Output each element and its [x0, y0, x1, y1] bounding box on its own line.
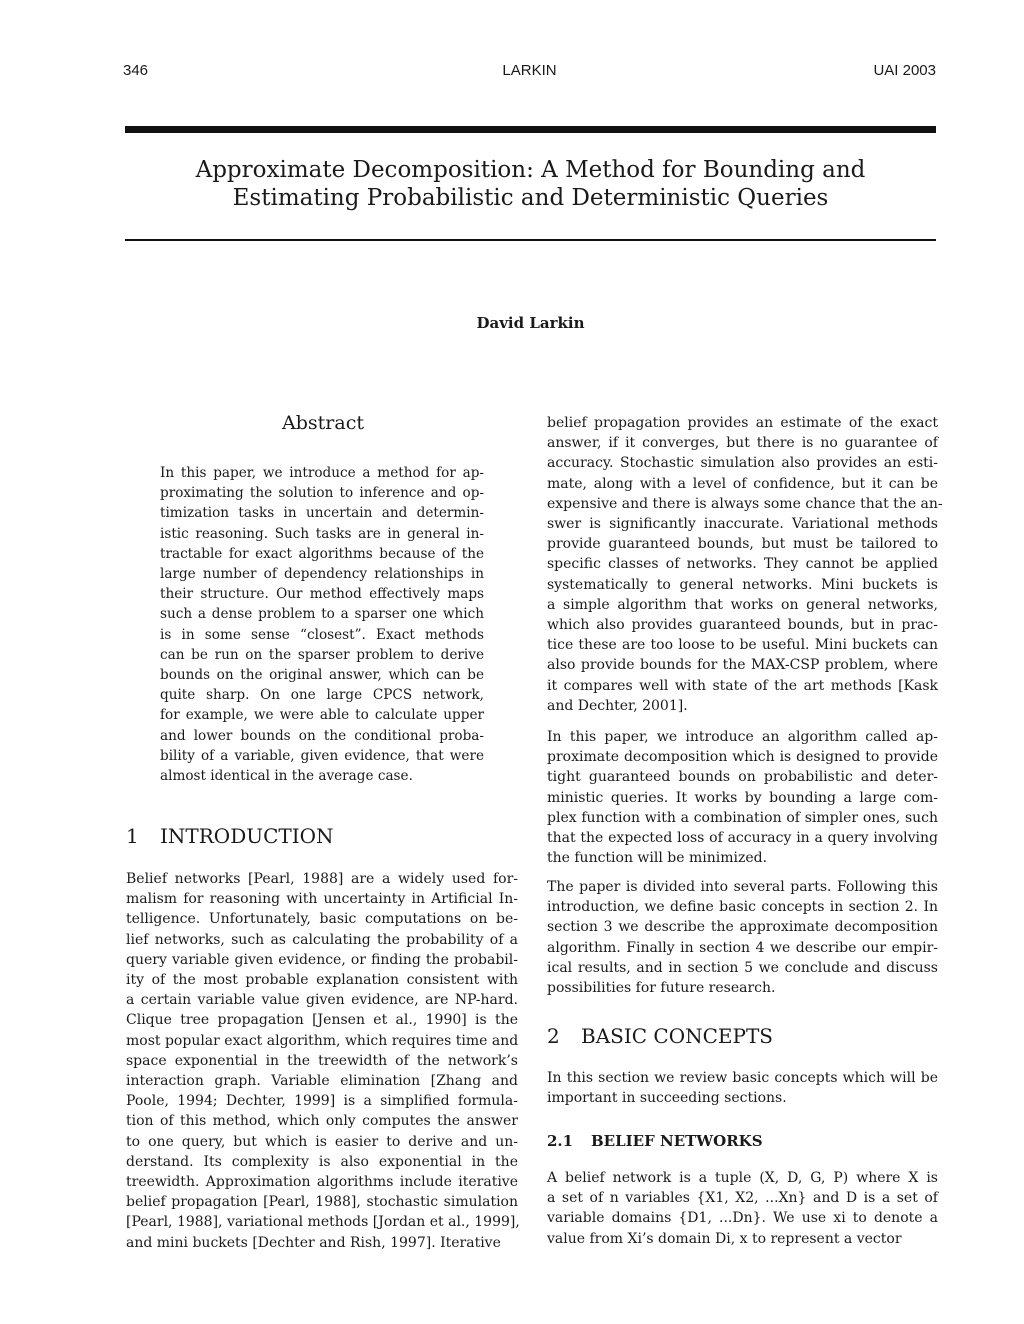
- text-line: almost identical in the average case.: [160, 768, 413, 785]
- text-line: large number of dependency relationships in: [160, 566, 484, 583]
- text-line: lief networks, such as calculating the probability of a: [126, 931, 518, 948]
- subsection-2-1-heading: [547, 1132, 763, 1150]
- subsection-2-1-title: BELIEF NETWORKS: [591, 1132, 763, 1150]
- text-line: Poole, 1994; Dechter, 1999] is a simplified formula-: [126, 1093, 518, 1110]
- right-para-3: [547, 877, 938, 998]
- page-number: 346: [123, 62, 149, 79]
- text-line: it compares well with state of the art methods [Kask: [547, 677, 938, 694]
- title-bottom-rule: [125, 239, 936, 241]
- text-line: also provide bounds for the MAX-CSP problem, where: [547, 657, 938, 674]
- text-line: [Pearl, 1988], variational methods [Jordan et al., 1999],: [126, 1214, 520, 1231]
- text-line: a simple algorithm that works on general networks,: [547, 596, 938, 613]
- text-line: that the expected loss of accuracy in a query involving: [547, 830, 938, 847]
- text-line: A belief network is a tuple (X, D, G, P) where X is: [547, 1170, 938, 1186]
- text-line: In this section we review basic concepts which will be: [547, 1070, 938, 1086]
- paper-title: [125, 156, 936, 212]
- text-line: variable domains {D1, ...Dn}. We use xi to denote a: [547, 1210, 938, 1227]
- venue: UAI 2003: [873, 62, 936, 79]
- title-line-2: Estimating Probabilistic and Deterministic Queries: [232, 185, 829, 211]
- abstract-body: [160, 463, 484, 786]
- text-line: Belief networks [Pearl, 1988] are a widely used for-: [126, 871, 518, 887]
- text-line: quite sharp. On one large CPCS network,: [160, 687, 484, 704]
- text-line: their structure. Our method effectively maps: [160, 586, 484, 603]
- section-1-title: INTRODUCTION: [160, 824, 334, 848]
- text-line: tight guaranteed bounds on probabilistic and deter-: [547, 769, 938, 786]
- text-line: systematically to general networks. Mini buckets is: [547, 576, 938, 593]
- text-line: is in some sense “closest”. Exact methods: [160, 626, 484, 643]
- text-line: can be run on the sparser problem to derive: [160, 646, 484, 663]
- author-name: David Larkin: [476, 314, 585, 332]
- text-line: timization tasks in uncertain and determin-: [160, 505, 484, 522]
- section-2-number: 2: [547, 1024, 560, 1048]
- section-2-heading: [547, 1024, 773, 1048]
- section-1-heading: [126, 824, 334, 848]
- text-line: proximating the solution to inference and op-: [160, 485, 484, 502]
- text-line: the function will be minimized.: [547, 850, 768, 867]
- text-line: swer is significantly inaccurate. Variational methods: [547, 516, 938, 533]
- subsection-2-1-number: 2.1: [547, 1132, 574, 1150]
- section-1-number: 1: [126, 824, 139, 848]
- text-line: for example, we were able to calculate upper: [160, 707, 484, 724]
- text-line: ical results, and in section 5 we conclude and discuss: [547, 959, 938, 976]
- text-line: bility of a variable, given evidence, that were: [160, 747, 484, 764]
- text-line: ministic queries. It works by bounding a large com-: [547, 789, 938, 806]
- text-line: introduction, we define basic concepts in section 2. In: [547, 899, 938, 916]
- text-line: belief propagation [Pearl, 1988], stochastic simulation: [126, 1194, 518, 1211]
- text-line: to one query, but which is easier to derive and un-: [126, 1133, 518, 1150]
- text-line: tion of this method, which only computes the answer: [126, 1113, 518, 1130]
- section-1-body: [126, 869, 518, 1253]
- subsection-2-1-body: [547, 1168, 938, 1249]
- text-line: specific classes of networks. They cannot be applied: [547, 556, 938, 573]
- text-line: value from Xi’s domain Di, x to represent a vector: [547, 1230, 902, 1247]
- text-line: treewidth. Approximation algorithms include iterative: [126, 1174, 518, 1191]
- text-line: provide guaranteed bounds, but must be tailored to: [547, 536, 938, 553]
- text-line: tractable for exact algorithms because of the: [160, 545, 484, 562]
- section-2-title: BASIC CONCEPTS: [581, 1024, 774, 1048]
- text-line: belief propagation provides an estimate of the exact: [547, 415, 938, 431]
- text-line: section 3 we describe the approximate decomposition: [547, 919, 938, 936]
- text-line: bounds on the original answer, which can be: [160, 667, 484, 684]
- running-header: [123, 62, 936, 82]
- text-line: interaction graph. Variable elimination [Zhang and: [126, 1073, 518, 1090]
- text-line: possibilities for future research.: [547, 980, 776, 997]
- text-line: proximate decomposition which is designed to provide: [547, 749, 938, 766]
- text-line: and mini buckets [Dechter and Rish, 1997]. Iterative: [126, 1234, 501, 1251]
- text-line: Clique tree propagation [Jensen et al., 1990] is the: [126, 1012, 518, 1029]
- right-para-2: [547, 727, 938, 868]
- text-line: mate, along with a level of confidence, but it can be: [547, 475, 938, 492]
- text-line: In this paper, we introduce a method for ap-: [160, 465, 484, 481]
- abstract-heading: Abstract: [282, 412, 364, 434]
- text-line: such a dense problem to a sparser one which: [160, 606, 484, 623]
- text-line: space exponential in the treewidth of the network’s: [126, 1052, 518, 1069]
- text-line: expensive and there is always some chance that the an-: [547, 495, 943, 512]
- title-top-rule: [125, 126, 936, 133]
- text-line: important in succeeding sections.: [547, 1090, 787, 1107]
- title-line-1: Approximate Decomposition: A Method for Bounding and: [195, 157, 866, 183]
- section-2-body: [547, 1068, 938, 1108]
- text-line: a set of n variables {X1, X2, ...Xn} and D is a set of: [547, 1190, 938, 1207]
- text-line: The paper is divided into several parts. Following this: [547, 879, 938, 895]
- text-line: and lower bounds on the conditional proba-: [160, 727, 484, 744]
- text-line: istic reasoning. Such tasks are in general in-: [160, 525, 484, 542]
- text-line: ity of the most probable explanation consistent with: [126, 972, 518, 989]
- text-line: plex function with a combination of simpler ones, such: [547, 809, 938, 826]
- text-line: query variable given evidence, or finding the probabil-: [126, 951, 518, 968]
- text-line: telligence. Unfortunately, basic computations on be-: [126, 911, 518, 928]
- text-line: tice these are too loose to be useful. Mini buckets can: [547, 637, 938, 654]
- text-line: In this paper, we introduce an algorithm called ap-: [547, 729, 938, 745]
- right-para-1: [547, 413, 943, 716]
- text-line: derstand. Its complexity is also exponential in the: [126, 1153, 518, 1170]
- text-line: a certain variable value given evidence, are NP-hard.: [126, 992, 518, 1009]
- text-line: algorithm. Finally in section 4 we describe our empir-: [547, 939, 938, 956]
- running-author: LARKIN: [502, 62, 557, 79]
- text-line: most popular exact algorithm, which requires time and: [126, 1032, 519, 1049]
- text-line: accuracy. Stochastic simulation also provides an esti-: [547, 455, 938, 472]
- text-line: which also provides guaranteed bounds, but in prac-: [547, 617, 938, 634]
- text-line: answer, if it converges, but there is no guarantee of: [547, 435, 938, 452]
- text-line: malism for reasoning with uncertainty in Artificial In-: [126, 891, 518, 908]
- text-line: and Dechter, 2001].: [547, 697, 688, 714]
